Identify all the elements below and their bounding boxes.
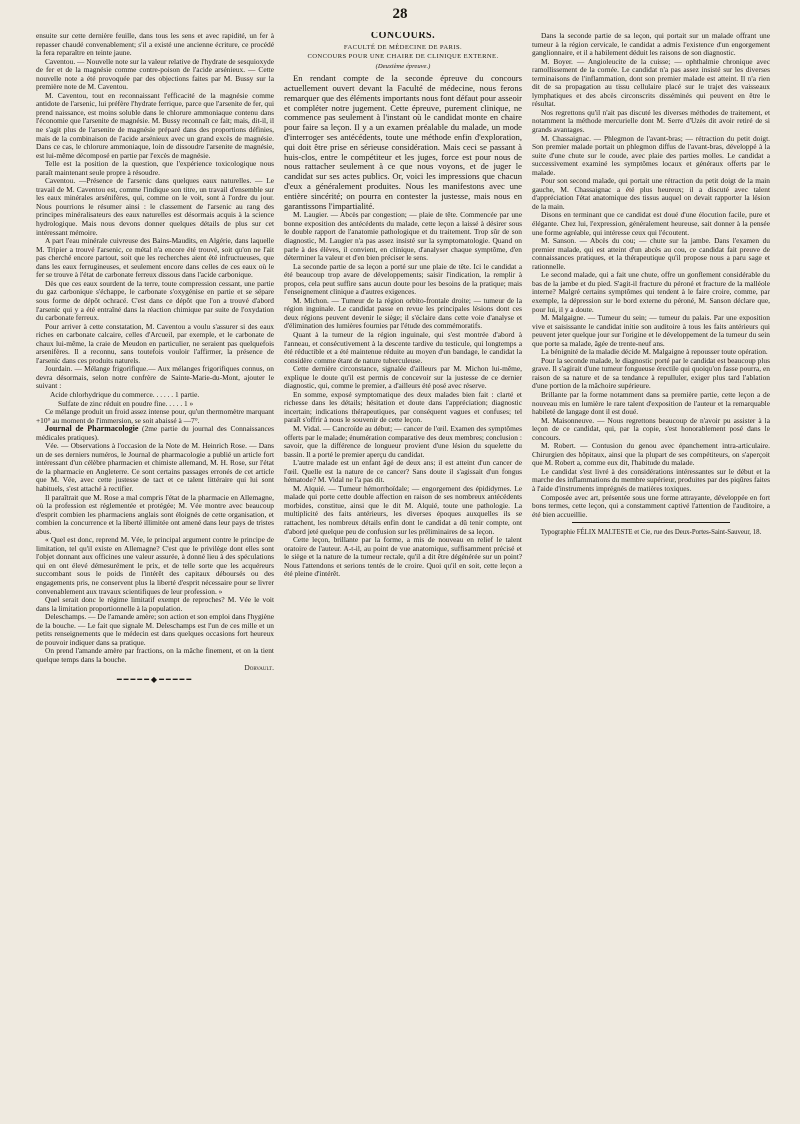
- paragraph: Caventou. —Présence de l'arsenic dans quelques eaux naturelles. — Le travail de M. Caventou est, comme l'indique son titre, un travail d'ensemble sur les eaux minérales arsénifères, qui, comme on le voit, sont à l'ordre du jour. Nous pourrions le résumer ainsi : le classement de l'arsenic au rang des principes minéralisateurs des eaux naturelles est désormais acquis à la science hydrologique. Mais nous devons donner quelques détails de plus sur cet intéressant mémoire.: [36, 176, 274, 237]
- recipe-line: Sulfate de zinc réduit en poudre fine. . . . . 1 »: [58, 398, 194, 408]
- journal-note: (2me partie du journal des Connaissances médicales pratiques).: [36, 424, 274, 442]
- paragraph: Deleschamps. — De l'amande amère; son action et son emploi dans l'hygiène de la bouche. — Le fait que signale M. Deleschamps est l'un de ces mille et un petits renseignements que le médecin est dans quelques occasions fort heureux de pouvoir indiquer dans sa pratique.: [36, 612, 274, 647]
- paragraph: M. Caventou, tout en reconnaissant l'efficacité de la magnésie comme antidote de l'arsenic, lui préfère l'hydrate ferrique, parce que l'arsenite de fer, qui prend naissance, est moins soluble dans le chlorure ammoniaque contenu dans l'économie que l'arsenite de magnésie. M. Bussy reconnaît ce fait; mais, dit-il, il ne s'agit plus de l'arsenite de magnésie préparé dans des proportions définies, mais de la combinaison de l'acide arsénieux avec un grand excès de magnésie. Dans ce cas, le chlorure ammoniaque, loin de dissoudre l'arsenite de magnésie, est lui-même décomposé en partie par l'excès de magnésie.: [36, 90, 274, 160]
- paragraph: Quel serait donc le régime limitatif exempt de reproches? M. Vée le voit dans la limitation proportionnelle à la population.: [36, 595, 274, 613]
- paragraph: Brillante par la forme notamment dans sa première partie, cette leçon a de nouveau mis en lumière le rare talent d'exposition de l'auteur et la remarquable habileté de langage dont il est doué.: [532, 389, 770, 417]
- paragraph: M. Vidal. — Cancroïde au début; — cancer de l'œil. Examen des symptômes offerts par le malade; énumération comparative des deux membres; conclusion : savoir, que la différence de longueur provient d'une lésion du squelette du bassin. Il a porté le premier aperçu du candidat.: [284, 424, 522, 459]
- paragraph: Le second malade, qui a fait une chute, offre un gonflement considérable du bas de la jambe et du pied. S'agit-il fracture du péroné et fracture de la malléole interne? Malgré certains symptômes qui tendent à le faire croire, comme, par exemple, la dépression sur le bord externe du péroné, M. Sanson déclare que, pour lui, il y a doute.: [532, 270, 770, 314]
- end-ornament: ━━━━━◆━━━━━: [116, 675, 194, 685]
- concours-heading: CONCOURS POUR UNE CHAIRE DE CLINIQUE EXTERNE.: [307, 53, 499, 61]
- paragraph: Dans la seconde partie de sa leçon, qui portait sur un malade offrant une tumeur à la région cervicale, le candidat a admis l'existence d'un engorgement ganglionnaire, et il a habilement déduit les raisons de son diagnostic.: [532, 32, 770, 58]
- paragraph: Telle est la position de la question, que l'expérience toxicologique nous paraît maintenant seule propre à résoudre.: [36, 159, 274, 177]
- paragraph: Dès que ces eaux sourdent de la terre, toute compression cessant, une partie du gaz carbonique s'échappe, le carbonate s'oxygénise en partie et se sépare sous forme de dépôt ochracé. C'est dans ce dépôt que l'on a trouvé d'abord l'arsenic qui y a été entraîné dans la réaction chimique par suite de l'oxydation du carbonate ferreux.: [36, 278, 274, 323]
- paragraph: M. Maisonneuve. — Nous regrettons beaucoup de n'avoir pu assister à la leçon de ce candidat, qui, par la copie, s'est honorablement posé dans le concours.: [532, 415, 770, 442]
- journal-title: Journal de Pharmacologie: [45, 424, 139, 434]
- paragraph: Pour arriver à cette constatation, M. Caventou a voulu s'assurer si des eaux riches en carbonate calcaire, celles d'Arcueil, par exemple, et le carbonate de chaux lui-même, la craie de Meudon en particulier, ne seraient pas quelquefois arsenifères. Il a reconnu, sans toutefois vouloir l'affirmer, la présence de l'arsenic dans ces produits naturels.: [36, 321, 274, 365]
- divider: [572, 522, 730, 523]
- paragraph: M. Robert. — Contusion du genou avec épanchement intra-articulaire. Chirurgien des hôpitaux, ainsi que la plupart de ses compétiteurs, on s'aperçoit que M. Robert a, comme eux dit, l'habitude du malade.: [532, 441, 770, 468]
- paragraph: « Quel est donc, reprend M. Vée, le principal argument contre le principe de limitation, tel qu'il existe en Allemagne? C'est que le privilège dont elles sont l'objet donnant aux officines une valeur assurée, à donné lieu à des spéculations qui en ont élevé démesurément le prix, et de telle sorte que les acquéreurs succombant sous le poids de l'intérêt des capitaux déboursés ou des engagements pris, ne conservent plus la liberté d'esprit nécessaire pour se livrer convenablement aux travaux scientifiques de leur profession. »: [36, 535, 274, 596]
- paragraph: M. Laugier. — Abcès par congestion; — plaie de tête. Commencée par une bonne exposition des antécédents du malade, cette leçon a laissé à désirer sous le double rapport de l'anatomie pathologique et du traitement. Trop sûr de son diagnostic, M. Laugier n'a pas assez insisté sur la symptomatologie. Quand on parle à des élèves, il convient, en clinique, d'analyser chaque symptôme, d'en déterminer la valeur et d'en bien préciser le sens.: [284, 210, 522, 263]
- paragraph: La bénignité de la maladie décide M. Malgaigne à repousser toute opération.: [541, 347, 768, 357]
- paragraph: Disons en terminant que ce candidat est doué d'une élocution facile, pure et élégante. Chez lui, l'expression, généralement heureuse, sait donner à la pensée une forme agréable, qui intéresse ceux qui l'écoutent.: [532, 210, 770, 237]
- journal-heading: [36, 425, 274, 442]
- paragraph: La seconde partie de sa leçon a porté sur une plaie de tête. Ici le candidat a été beaucoup trop avare de développements; saisir l'indication, la remplir à propos, cela peut suffire sans aucun doute pour les besoins de la pratique; mais l'enseignement clinique a d'autres exigences.: [284, 261, 522, 297]
- paragraph: M. Alquié. — Tumeur hémorrhoïdale; — engorgement des épididymes. Le malade qui porte cette double affection en raison de ses nombreux antécédents morbides, constitue, ainsi que le dit M. Alquié, toute une pathologie. La multiplicité des faits antérieurs, les diverses époques auxquelles ils se rattachent, les nombreux détails enfin dont le candidat a dû tenir compte, ont d'abord jeté quelque peu de confusion sur les préliminaires de sa leçon.: [284, 483, 522, 536]
- paragraph: M. Michon. — Tumeur de la région orbito-frontale droite; — tumeur de la région inguinale. Le candidat passe en revue les principales lésions dont ces deux régions peuvent devenir le siège; il s'éclaire dans cette voie d'analyse et d'élimination des lumières fournies par l'étude des commémoratifs.: [284, 295, 522, 331]
- column-left: [36, 32, 274, 1112]
- paragraph: En somme, exposé symptomatique des deux malades bien fait : clarté et richesse dans les détails; hésitation et doute dans l'appréciation; diagnostic incertain; indications thérapeutiques, par conséquent vagues et confuses; tel paraît s'offrir à nous le souvenir de cette leçon.: [284, 389, 522, 425]
- printer-imprint: Typographie FÉLIX MALTESTE et Cie, rue des Deux-Portes-Saint-Sauveur, 18.: [540, 529, 762, 537]
- paragraph: Jourdain. — Mélange frigorifique.— Aux mélanges frigorifiques connus, on devra désormais, selon notre confrère de Sainte-Marie-du-Mont, ajouter le suivant :: [36, 364, 274, 391]
- author-signature: Dorvault.: [244, 663, 274, 673]
- paragraph: Pour la seconde malade, le diagnostic porté par le candidat est beaucoup plus grave. Il s'agirait d'une tumeur fongueuse érectile qui quoiqu'on fasse pourra, en raison de sa nature et de sa tendance à repulluler, exiger plus tard l'ablation d'une portion de la mâchoire supérieure.: [532, 355, 770, 391]
- paragraph: Vée. — Observations à l'occasion de la Note de M. Heinrich Rose. — Dans un de ses derniers numéros, le Journal de pharmacologie a publié un article fort intéressant d'un célèbre pharmacien et chimiste allemand, M. H. Rose, sur l'état de la pharmacie en Angleterre. Ce sont certains passages erronés de cet article que M. Vée, avec cette justesse de tact et ce talent littéraire qui lui sont habituels, s'est attaché à rectifier.: [36, 441, 274, 493]
- faculty-heading: FACULTÉ DE MÉDECINE DE PARIS.: [343, 43, 463, 51]
- paragraph: Cette leçon, brillante par la forme, a mis de nouveau en relief le talent oratoire de l'auteur. A-t-il, au point de vue anatomique, suffisamment précisé et le siège et la nature de la tumeur rectale, qu'il a dit être dégénérée sur un point? Nous l'attendons et serions tentés de le croire. Quoi qu'il en soit, cette leçon a été pleine d'intérêt.: [284, 535, 522, 579]
- section-title: CONCOURS.: [370, 32, 436, 41]
- paragraph: M. Boyer. — Angioleucite de la cuisse; — ophthalmie chronique avec ramollissement de la cornée. Le candidat n'a pas assez insisté sur les diverses terminaisons de l'inflammation, dont son premier malade est atteint. Il n'a rien dit de sa propagation au tissu cellulaire placé sur le trajet des vaisseaux lymphatiques et des abcès circonscrits disséminés qui peuvent en être le résultat.: [532, 56, 770, 109]
- paragraph: A part l'eau minérale cuivreuse des Bains-Maudits, en Algérie, dans laquelle M. Tripier a trouvé l'arsenic, ce métal n'a encore été trouvé, soit qu'on ne l'ait pas cherché encore partout, soit que les recherches aient été infructueuses, que dans les eaux ferrugineuses, et seulement encore dans celles de ces eaux où le fer se trouve à l'état de carbonate ferreux dissous dans l'acide carbonique.: [36, 236, 274, 280]
- paragraph: M. Chassaignac. — Phlegmon de l'avant-bras; — rétraction du petit doigt. Son premier malade portait un phlegmon diffus de l'avant-bras, développé à la suite d'une chute sur le coude, avec plaie des parties molles. Le candidat a successivement examiné les symptômes locaux et généraux offerts par le malade.: [532, 133, 770, 177]
- recipe-line: Acide chlorhydrique du commerce. . . . . . 1 partie.: [50, 389, 200, 399]
- paragraph: Le candidat s'est livré à des considérations intéressantes sur le début et la marche des inflammations du membre supérieur, produites par des piqûres faites à l'aide d'instruments imprégnés de matières toxiques.: [532, 466, 770, 493]
- page-number: 28: [392, 6, 408, 22]
- column-middle: [284, 32, 522, 1112]
- paragraph: L'autre malade est un enfant âgé de deux ans; il est atteint d'un cancer de l'œil. Quelle est la nature de ce cancer? Sans doute il s'agissait d'un fongus hématode? M. Vidal ne l'a pas dit.: [284, 458, 522, 485]
- paragraph: Il paraîtrait que M. Rose a mal compris l'état de la pharmacie en Allemagne, où la profession est réglementée et protégée; M. Vée montre avec beaucoup d'esprit combien les pharmaciens anglais sont éloignés de cette organisation, et combien la concurrence et la liberté illimitée ont amené dans leur pays de tristes abus.: [36, 492, 274, 536]
- paragraph: On prend l'amande amère par fractions, on la mâche finement, et on la tient quelque temps dans la bouche.: [36, 646, 274, 664]
- paragraph: ensuite sur cette dernière feuille, dans tous les sens et avec rapidité, un fer à repasser chaudé convenablement; s'il a existé une ancienne écriture, ce procédé la fera reparaître en teinte jaune.: [36, 32, 274, 58]
- column-right: [532, 32, 770, 1112]
- epreuve-note: (Deuxième épreuve.): [375, 62, 431, 70]
- paragraph: En rendant compte de la seconde épreuve du concours actuellement ouvert devant la Faculté de médecine, nous ferons remarquer que des éléments importants nous font défaut pour asseoir et compléter notre jugement. Cette épreuve, purement clinique, ne commence pas seulement à l'instant où le candidat monte en chaire pour faire sa leçon. Il y a un examen préalable du malade, un mode d'interroger ses antécédents, toute une méthode enfin d'exploration, qui doit être prise en sérieuse considération. Mais ceci se passant à huis-clos, entre le compétiteur et les juges, force est pour nous de nous rattacher seulement à ce que nous voyons, et de juger le candidat sur ses actes publics. Or, voici les impressions que chacun d'eux a généralement produites. Nous les manifestons avec une entière sincérité; on pourra en contester la justesse, mais nous en garantissons l'impartialité.: [284, 73, 522, 211]
- paragraph: Nos regrettons qu'il n'ait pas discuté les diverses méthodes de traitement, et notamment la méthode mercurielle dont M. Serre d'Uzès dit avoir retiré de si grands avantages.: [532, 107, 770, 135]
- paragraph: Ce mélange produit un froid assez intense pour, qu'un thermomètre marquant +10° au moment de l'immersion, se soit abaissé à —7°.: [36, 407, 274, 425]
- paragraph: Caventou. — Nouvelle note sur la valeur relative de l'hydrate de sesquioxyde de fer et de la magnésie comme contre-poison de l'acide arsénieux. — Cette nouvelle note a été provoquée par des objections faites par M. Bussy sur la première note de M. Caventou.: [36, 56, 274, 92]
- paragraph: Composée avec art, présentée sous une forme attrayante, développée en fort bons termes, cette leçon, qui a constamment captivé l'attention de l'auditoire, a été bien accueillie.: [532, 492, 770, 519]
- paragraph: Cette dernière circonstance, signalée d'ailleurs par M. Michon lui-même, explique le doute qu'il est permis de concevoir sur la justesse de ce dernier diagnostic, qui, comme le premier, a d'ailleurs été posé avec réserve.: [284, 364, 522, 391]
- paragraph: Pour son second malade, qui portait une rétraction du petit doigt de la main gauche, M. Chassaignac a été plus heureux; il a discuté avec talent d'appréciation l'état anatomique des tissus auquel on devait rapporter la lésion de la main.: [532, 176, 770, 211]
- paragraph: Quant à la tumeur de la région inguinale, qui s'est montrée d'abord à l'anneau, et consécutivement à la descente tardive du testicule, qui longtemps a été réductible et a été maintenue réduite au moyen d'un bandage, le candidat la considère comme étant de nature tuberculeuse.: [284, 330, 522, 365]
- paragraph: M. Malgaigne. — Tumeur du sein; — tumeur du palais. Par une exposition vive et saisissante le candidat initie son auditoire à tous les faits antérieurs qui peuvent jeter quelque jour sur l'origine et le développement de la tumeur du sein que porte sa malade, âgée de trente-neuf ans.: [532, 313, 770, 348]
- paragraph: M. Sanson. — Abcès du cou; — chute sur la jambe. Dans l'examen du premier malade, qui est atteint d'un abcès au cou, ce candidat fait preuve de connaissances pratiques, et la thérapeutique qu'il propose nous a paru sage et rationnelle.: [532, 236, 770, 271]
